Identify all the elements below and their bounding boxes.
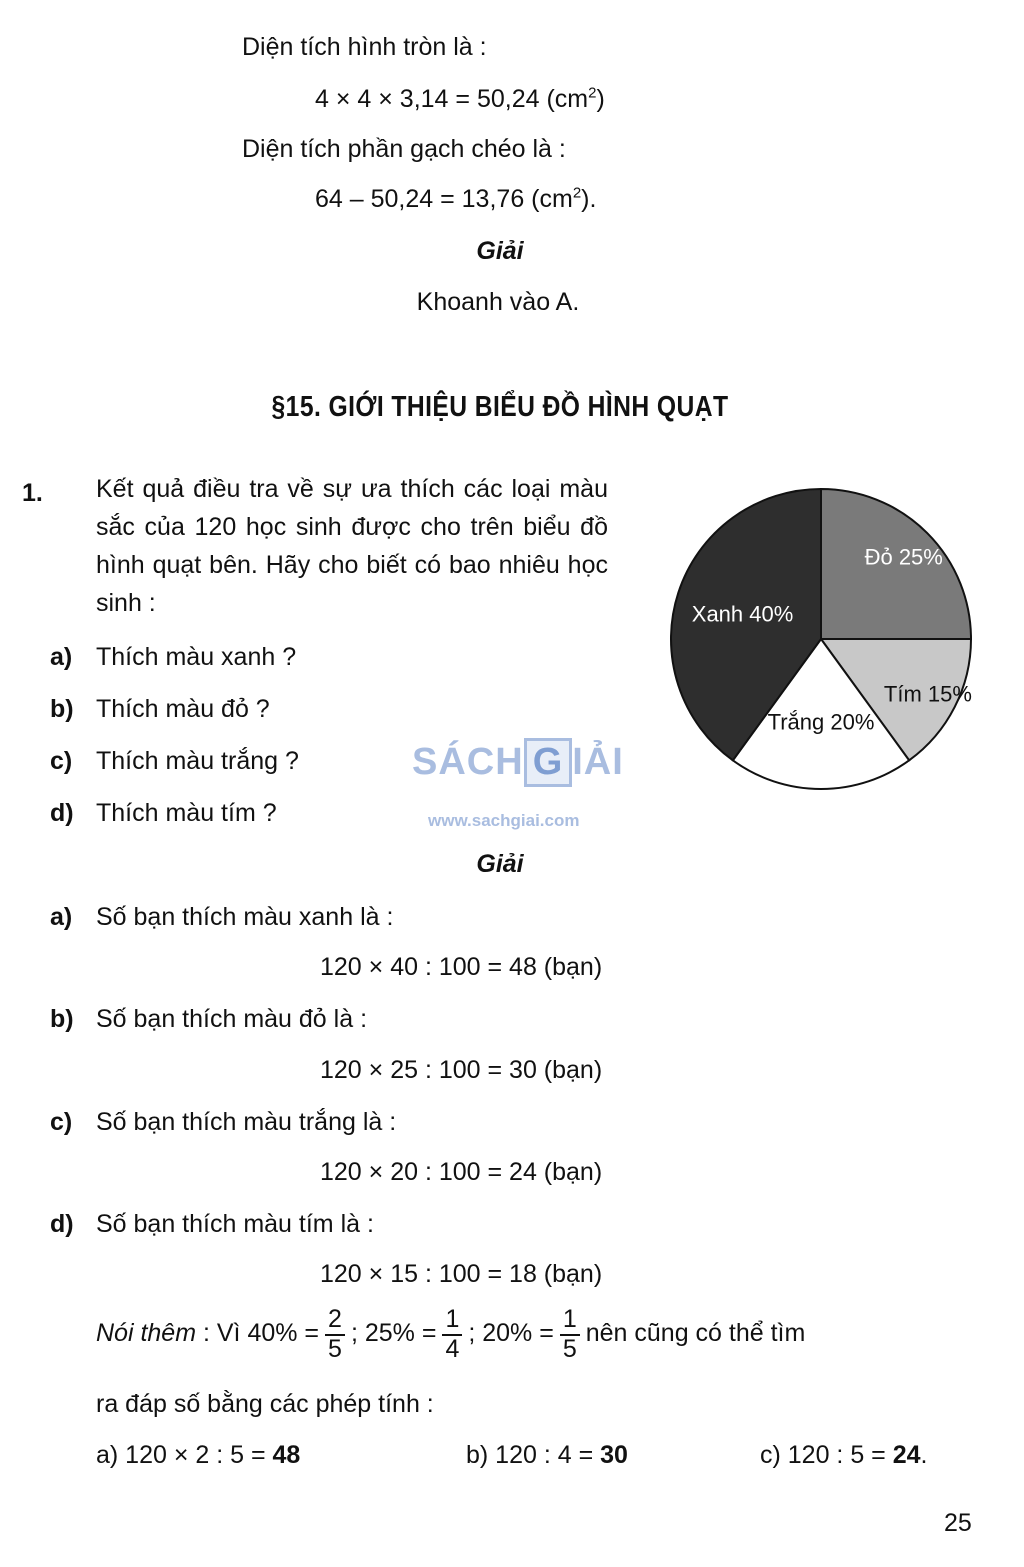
watermark-url: www.sachgiai.com (428, 811, 580, 830)
question-text: Thích màu xanh ? (96, 643, 297, 671)
alt-calc-b: b) 120 : 4 = 30 (466, 1441, 628, 1469)
pie-label-trắng: Trắng 20% (767, 709, 875, 735)
exercise-prompt: Kết quả điều tra về sự ưa thích các loại màu sắc của 120 học sinh được cho trên biểu đồ hình quạt bên. Hãy cho biết có bao nhiêu học sinh : (96, 475, 608, 617)
question-label: b) (50, 695, 74, 723)
prev-answer: Khoanh vào A. (416, 288, 580, 316)
step-calc: 120 × 25 : 100 = 30 (bạn) (320, 1056, 603, 1084)
pie-chart (660, 478, 982, 800)
question-text: Thích màu trắng ? (96, 747, 299, 775)
step-label: c) (50, 1108, 73, 1136)
shaded-area-calc: 64 – 50,24 = 13,76 $(cm^2)$. (315, 184, 597, 213)
pie-label-đỏ: Đỏ 25% (864, 544, 943, 570)
fraction: $\frac{2}{5}$ (325, 1306, 345, 1363)
fraction: $\frac{1}{5}$ (560, 1306, 580, 1363)
note-line-2: ra đáp số bằng các phép tính : (96, 1390, 434, 1418)
solution-heading: Giải (476, 850, 524, 878)
section-title: §15. GIỚI THIỆU BIỂU ĐỒ HÌNH QUẠT (271, 391, 729, 423)
prev-solution-heading: Giải (476, 237, 524, 265)
note-line: Nói thêm : Vì 40% = $\frac{2}{5}$ ; 25% = $\frac{1}{4}$ ; 20% = $\frac{1}{5}$ nên cũng có thể tìm (96, 1305, 806, 1363)
step-text: Số bạn thích màu trắng là : (96, 1108, 397, 1136)
step-text: Số bạn thích màu xanh là : (96, 903, 394, 931)
alt-calc-c: c) 120 : 5 = 24. (760, 1441, 928, 1469)
watermark-logo (412, 738, 624, 787)
question-label: d) (50, 799, 74, 827)
circle-area-calc: 4 × 4 × 3,14 = 50,24 $(cm^2)$ (315, 84, 605, 113)
step-text: Số bạn thích màu đỏ là : (96, 1005, 368, 1033)
step-label: d) (50, 1210, 74, 1238)
question-text: Thích màu đỏ ? (96, 695, 270, 723)
step-text: Số bạn thích màu tím là : (96, 1210, 374, 1238)
pie-label-xanh: Xanh 40% (691, 601, 794, 627)
step-calc: 120 × 40 : 100 = 48 (bạn) (320, 953, 603, 981)
step-label: b) (50, 1005, 74, 1033)
step-calc: 120 × 20 : 100 = 24 (bạn) (320, 1158, 603, 1186)
note-label: Nói thêm (96, 1319, 197, 1348)
page-number: 25 (944, 1509, 972, 1537)
watermark-text: SÁCH G IẢI (412, 741, 624, 783)
shaded-area-label: Diện tích phần gạch chéo là : (242, 135, 566, 163)
circle-area-label: Diện tích hình tròn là : (242, 33, 487, 61)
exercise-number: 1. (22, 479, 43, 507)
question-label: c) (50, 747, 73, 775)
step-calc: 120 × 15 : 100 = 18 (bạn) (320, 1260, 603, 1288)
step-label: a) (50, 903, 73, 931)
pie-label-tím: Tím 15% (883, 681, 972, 707)
question-text: Thích màu tím ? (96, 799, 277, 827)
fraction: $\frac{1}{4}$ (442, 1306, 462, 1363)
alt-calc-a: a) 120 × 2 : 5 = 48 (96, 1441, 301, 1469)
question-label: a) (50, 643, 73, 671)
